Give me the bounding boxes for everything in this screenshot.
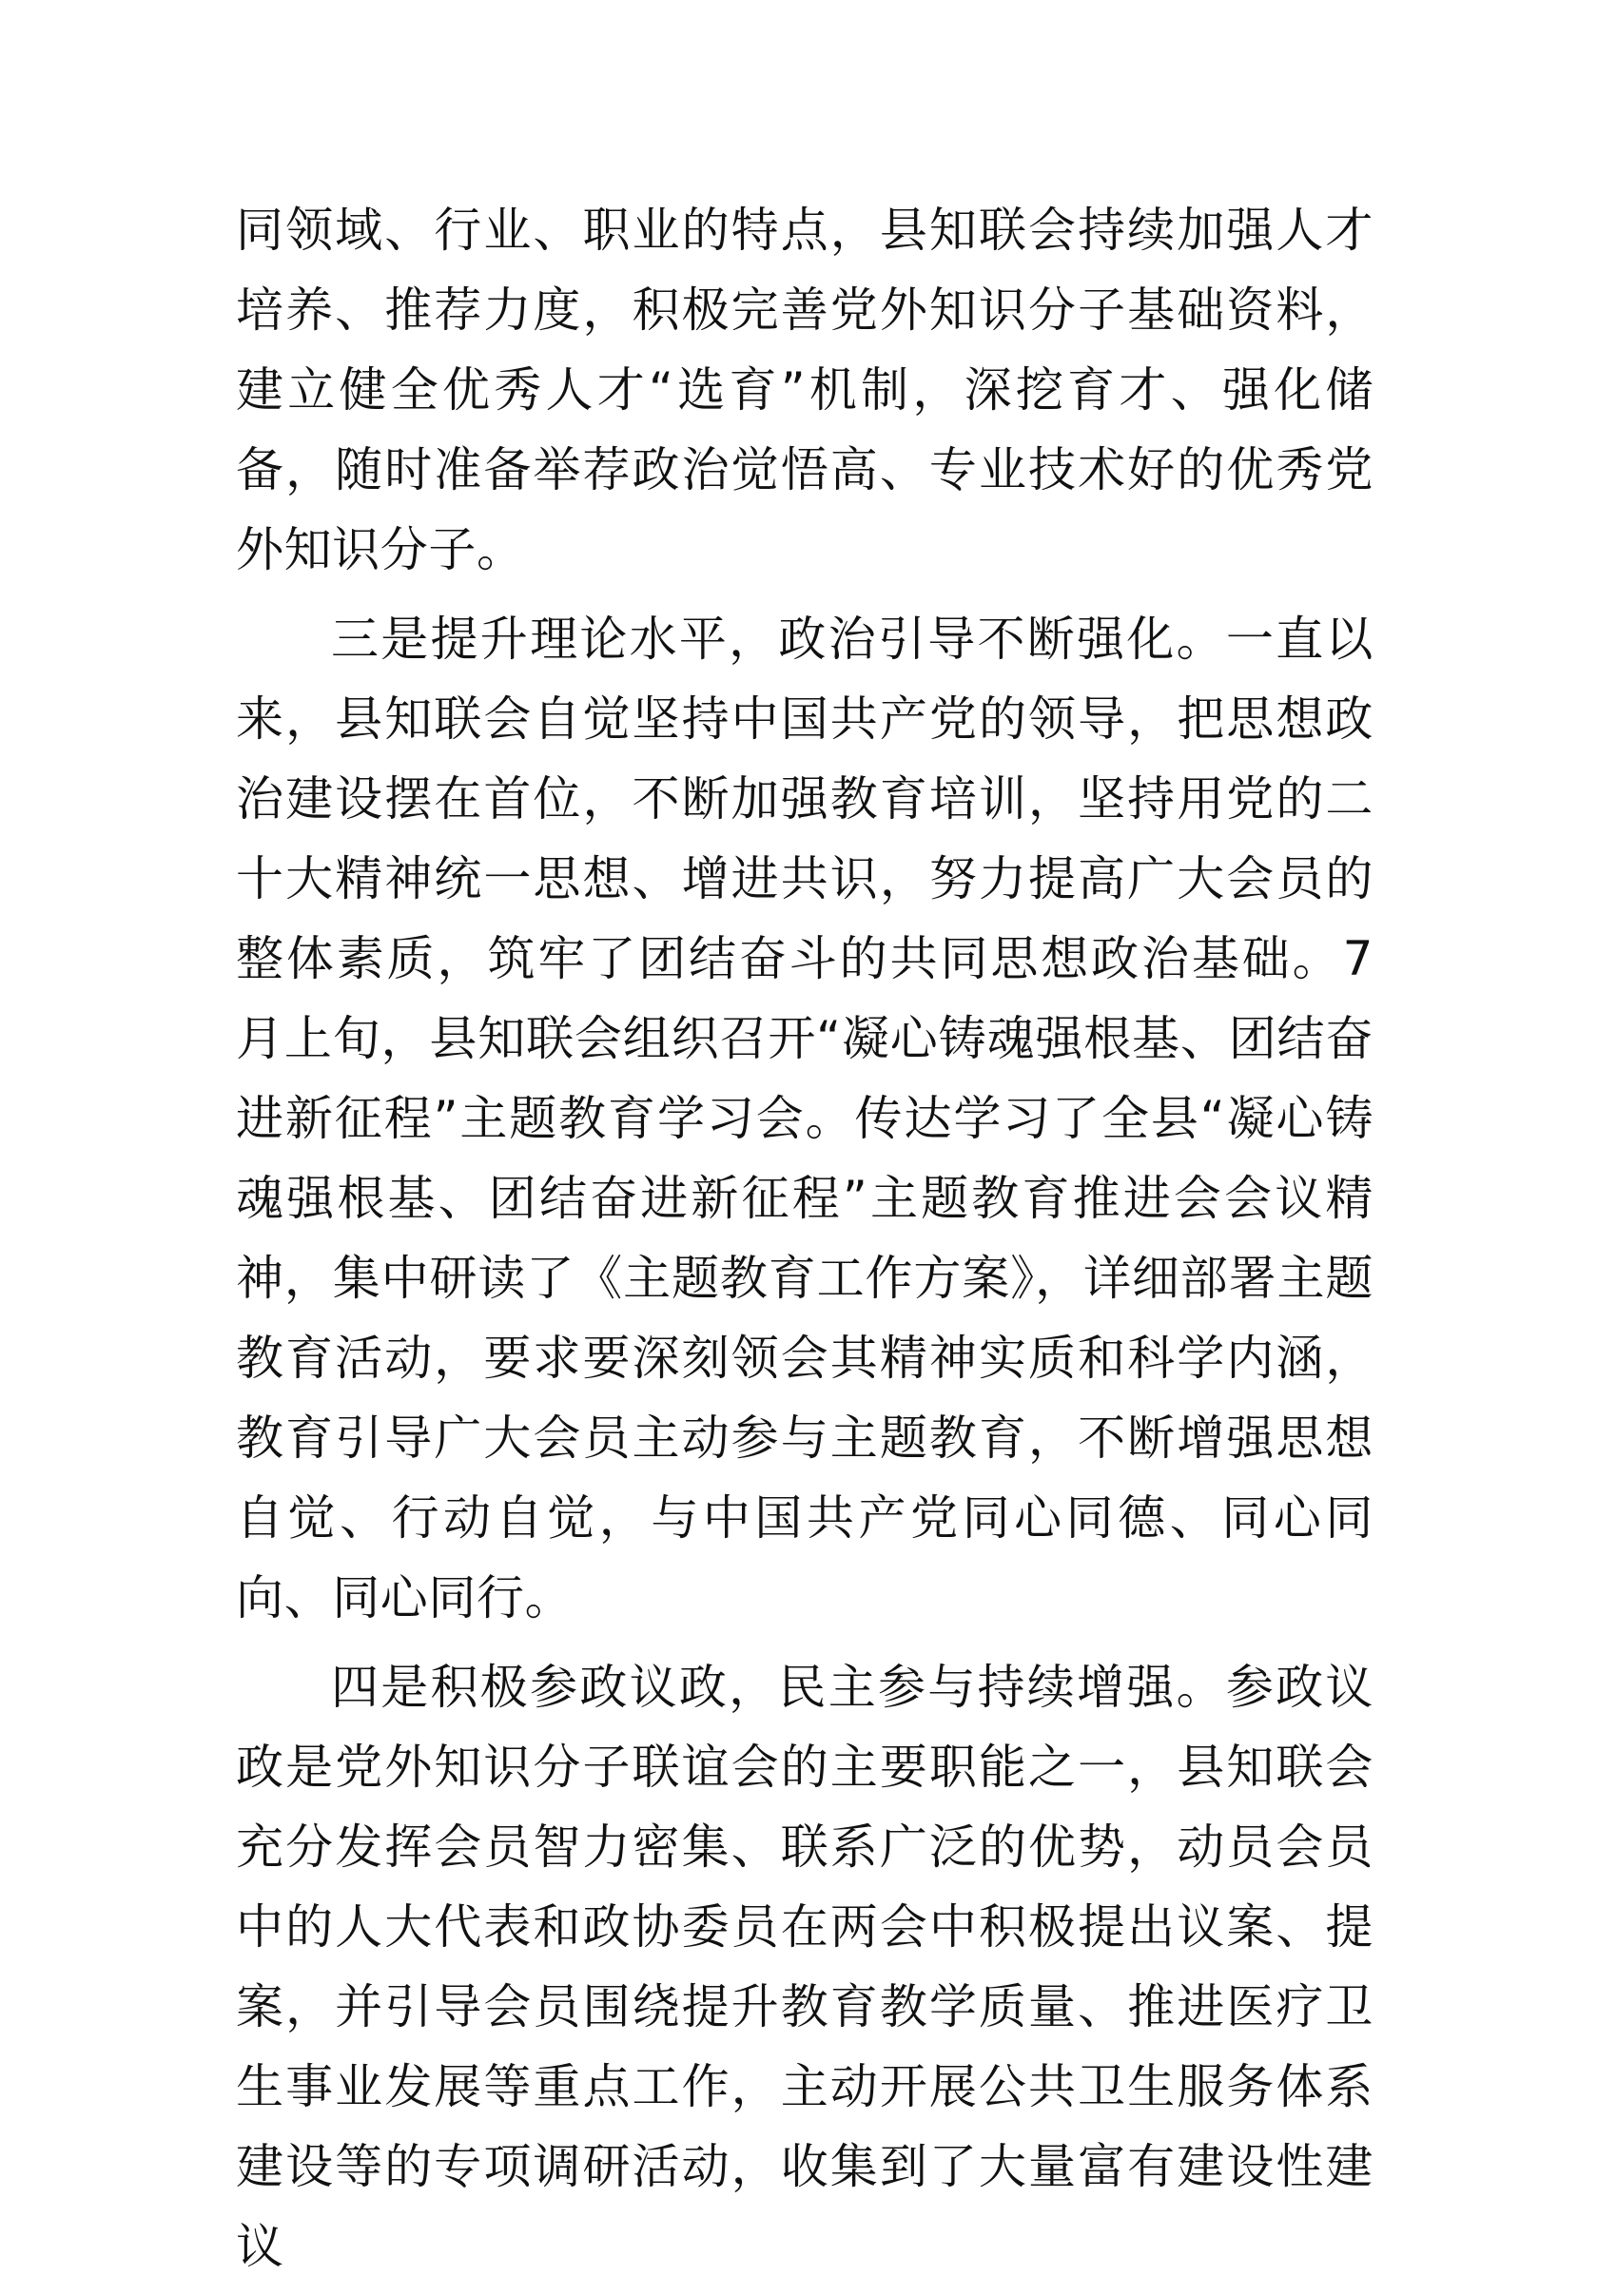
- paragraph-theory-level: 三是提升理论水平，政治引导不断强化。一直以来，县知联会自觉坚持中国共产党的领导，把思想政治建设摆在首位，不断加强教育培训，坚持用党的二十大精神统一思想、增进共识，努力提高广大会员的整体素质，筑牢了团结奋斗的共同思想政治基础。7 月上旬，县知联会组织召开“凝心铸魂强根基、团结奋进新征程”主题教育学习会。传达学习了全县“凝心铸魂强根基、团结奋进新征程”主题教育推进会会议精神，集中研读了《主题教育工作方案》，详细部署主题教育活动，要求要深刻领会其精神实质和科学内涵，教育引导广大会员主动参与主题教育，不断增强思想自觉、行动自觉，与中国共产党同心同德、同心同向、同心同行。: [236, 612, 1373, 1625]
- paragraph-political-participation: 四是积极参政议政，民主参与持续增强。参政议政是党外知识分子联谊会的主要职能之一，县知联会充分发挥会员智力密集、联系广泛的优势，动员会员中的人大代表和政协委员在两会中积极提出议案、提案，并引导会员围绕提升教育教学质量、推进医疗卫生事业发展等重点工作，主动开展公共卫生服务体系建设等的专项调研活动，收集到了大量富有建设性建议: [236, 1660, 1373, 2274]
- paragraph-talent-cultivation: 同领域、行业、职业的特点，县知联会持续加强人才培养、推荐力度，积极完善党外知识分子基础资料，建立健全优秀人才“选育”机制，深挖育才、强化储备，随时准备举荐政治觉悟高、专业技术好的优秀党外知识分子。: [236, 203, 1373, 577]
- body-text: [236, 190, 1373, 2296]
